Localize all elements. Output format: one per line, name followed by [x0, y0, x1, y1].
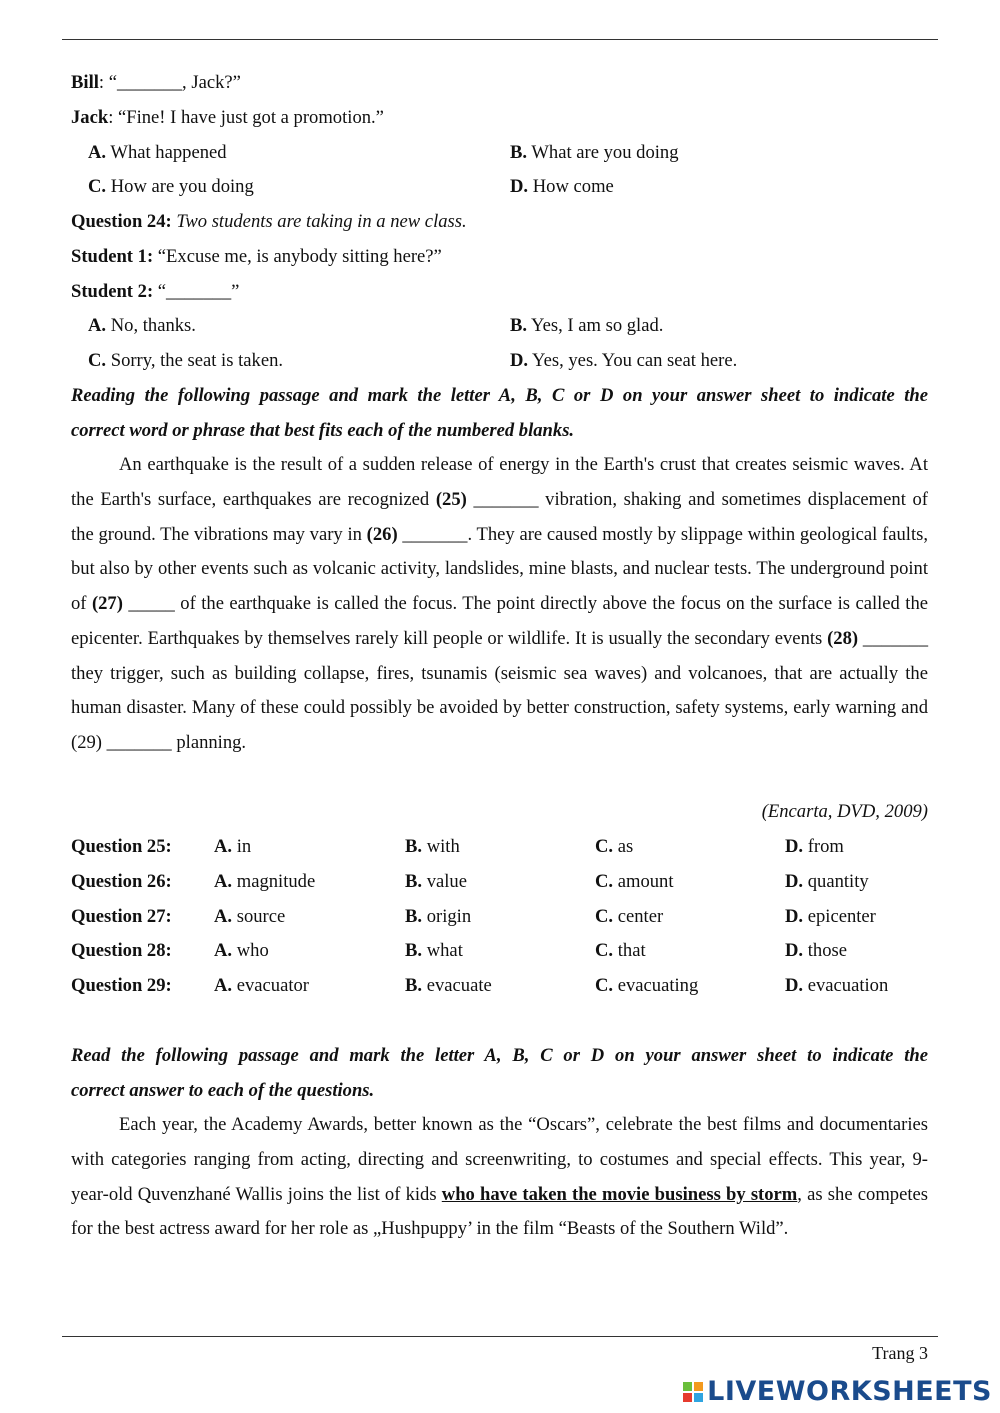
q25-option-c[interactable]: C. as: [595, 836, 634, 857]
q26-option-a[interactable]: A. magnitude: [214, 871, 316, 892]
liveworksheets-logo-icon: [683, 1382, 703, 1402]
q27-option-d[interactable]: D. epicenter: [785, 906, 876, 927]
q25-option-a[interactable]: A. in: [214, 836, 252, 857]
q23-option-a[interactable]: A. What happened: [88, 142, 227, 163]
q23-option-d[interactable]: D. How come: [510, 176, 614, 197]
dialogue-jack: Jack: “Fine! I have just got a promotion.”: [71, 107, 384, 128]
q24-option-c[interactable]: C. Sorry, the seat is taken.: [88, 350, 284, 371]
liveworksheets-logo: [683, 1376, 992, 1407]
question-label: Question 26:: [71, 871, 172, 892]
q24-option-d[interactable]: D. Yes, yes. You can seat here.: [510, 350, 738, 371]
reading1-instruction-line1: Reading the following passage and mark the letter A, B, C or D on your answer sheet to indicate the: [71, 385, 928, 406]
q26-option-c[interactable]: C. amount: [595, 871, 674, 892]
question-label: Question 25:: [71, 836, 172, 857]
q25-option-b[interactable]: B. with: [405, 836, 460, 857]
q27-option-b[interactable]: B. origin: [405, 906, 472, 927]
question-label: Question 29:: [71, 975, 172, 996]
reading1-instruction-line2: correct word or phrase that best fits each of the numbered blanks.: [71, 420, 575, 441]
q28-option-d[interactable]: D. those: [785, 940, 847, 961]
reading2-instruction-line2: correct answer to each of the questions.: [71, 1080, 375, 1101]
question-label: Question 27:: [71, 906, 172, 927]
question-label: Question 28:: [71, 940, 172, 961]
q23-option-c[interactable]: C. How are you doing: [88, 176, 254, 197]
q29-option-d[interactable]: D. evacuation: [785, 975, 889, 996]
header-rule: [62, 39, 938, 40]
reading2-instruction-line1: Read the following passage and mark the letter A, B, C or D on your answer sheet to indicate the: [71, 1045, 928, 1066]
q24-student2: Student 2: “_______”: [71, 281, 240, 302]
q25-option-d[interactable]: D. from: [785, 836, 844, 857]
q29-option-c[interactable]: C. evacuating: [595, 975, 699, 996]
q26-option-d[interactable]: D. quantity: [785, 871, 869, 892]
q24-prompt: Question 24: Two students are taking in a new class.: [71, 211, 467, 232]
q24-option-b[interactable]: B. Yes, I am so glad.: [510, 315, 664, 336]
q28-option-b[interactable]: B. what: [405, 940, 463, 961]
q23-option-b[interactable]: B. What are you doing: [510, 142, 679, 163]
q28-option-c[interactable]: C. that: [595, 940, 646, 961]
q24-student1: Student 1: “Excuse me, is anybody sitting here?”: [71, 246, 442, 267]
liveworksheets-logo-text: LIVEWORKSHEETS: [707, 1376, 992, 1407]
passage-source: (Encarta, DVD, 2009): [761, 801, 928, 822]
page-number: Trang 3: [872, 1343, 928, 1363]
q27-option-c[interactable]: C. center: [595, 906, 664, 927]
q29-option-b[interactable]: B. evacuate: [405, 975, 492, 996]
q24-option-a[interactable]: A. No, thanks.: [88, 315, 196, 336]
footer-rule: [62, 1336, 938, 1337]
q29-option-a[interactable]: A. evacuator: [214, 975, 309, 996]
q28-option-a[interactable]: A. who: [214, 940, 269, 961]
earthquake-passage: An earthquake is the result of a sudden release of energy in the Earth's crust that creates seismic waves. At the Earth's surface, earthquakes are recognized (25) _______ vibration, shaking and sometimes displacement of the ground. The vibrations may vary in (26) _______. They are caused mostly by slippage within geological faults, but also by other events such as volcanic activity, landslides, mine blasts, and nuclear tests. The underground point of (27) _____ of the earthquake is called the focus. The point directly above the focus on the surface is called the epicenter. Earthquakes by themselves rarely kill people or wildlife. It is usually the secondary events (28) _______ they trigger, such as building collapse, fires, tsunamis (seismic sea waves) and volcanoes, that are actually the human disaster. Many of these could possibly be avoided by better construction, safety systems, early warning and (29) _______ planning.: [71, 454, 929, 753]
q27-option-a[interactable]: A. source: [214, 906, 286, 927]
dialogue-bill: Bill: “_______, Jack?”: [71, 72, 241, 93]
q26-option-b[interactable]: B. value: [405, 871, 467, 892]
underlined-phrase: who have taken the movie business by storm: [441, 1183, 798, 1205]
oscars-passage: Each year, the Academy Awards, better known as the “Oscars”, celebrate the best films and documentaries with categories ranging from acting, directing and screenwriting, to costumes and special effects. This year, 9-year-old Quvenzhané Wallis joins the list of kids who have taken the movie business by storm, as she competes for the best actress award for her role as „Hushpuppy’ in the film “Beasts of the Southern Wild”.: [71, 1114, 928, 1240]
